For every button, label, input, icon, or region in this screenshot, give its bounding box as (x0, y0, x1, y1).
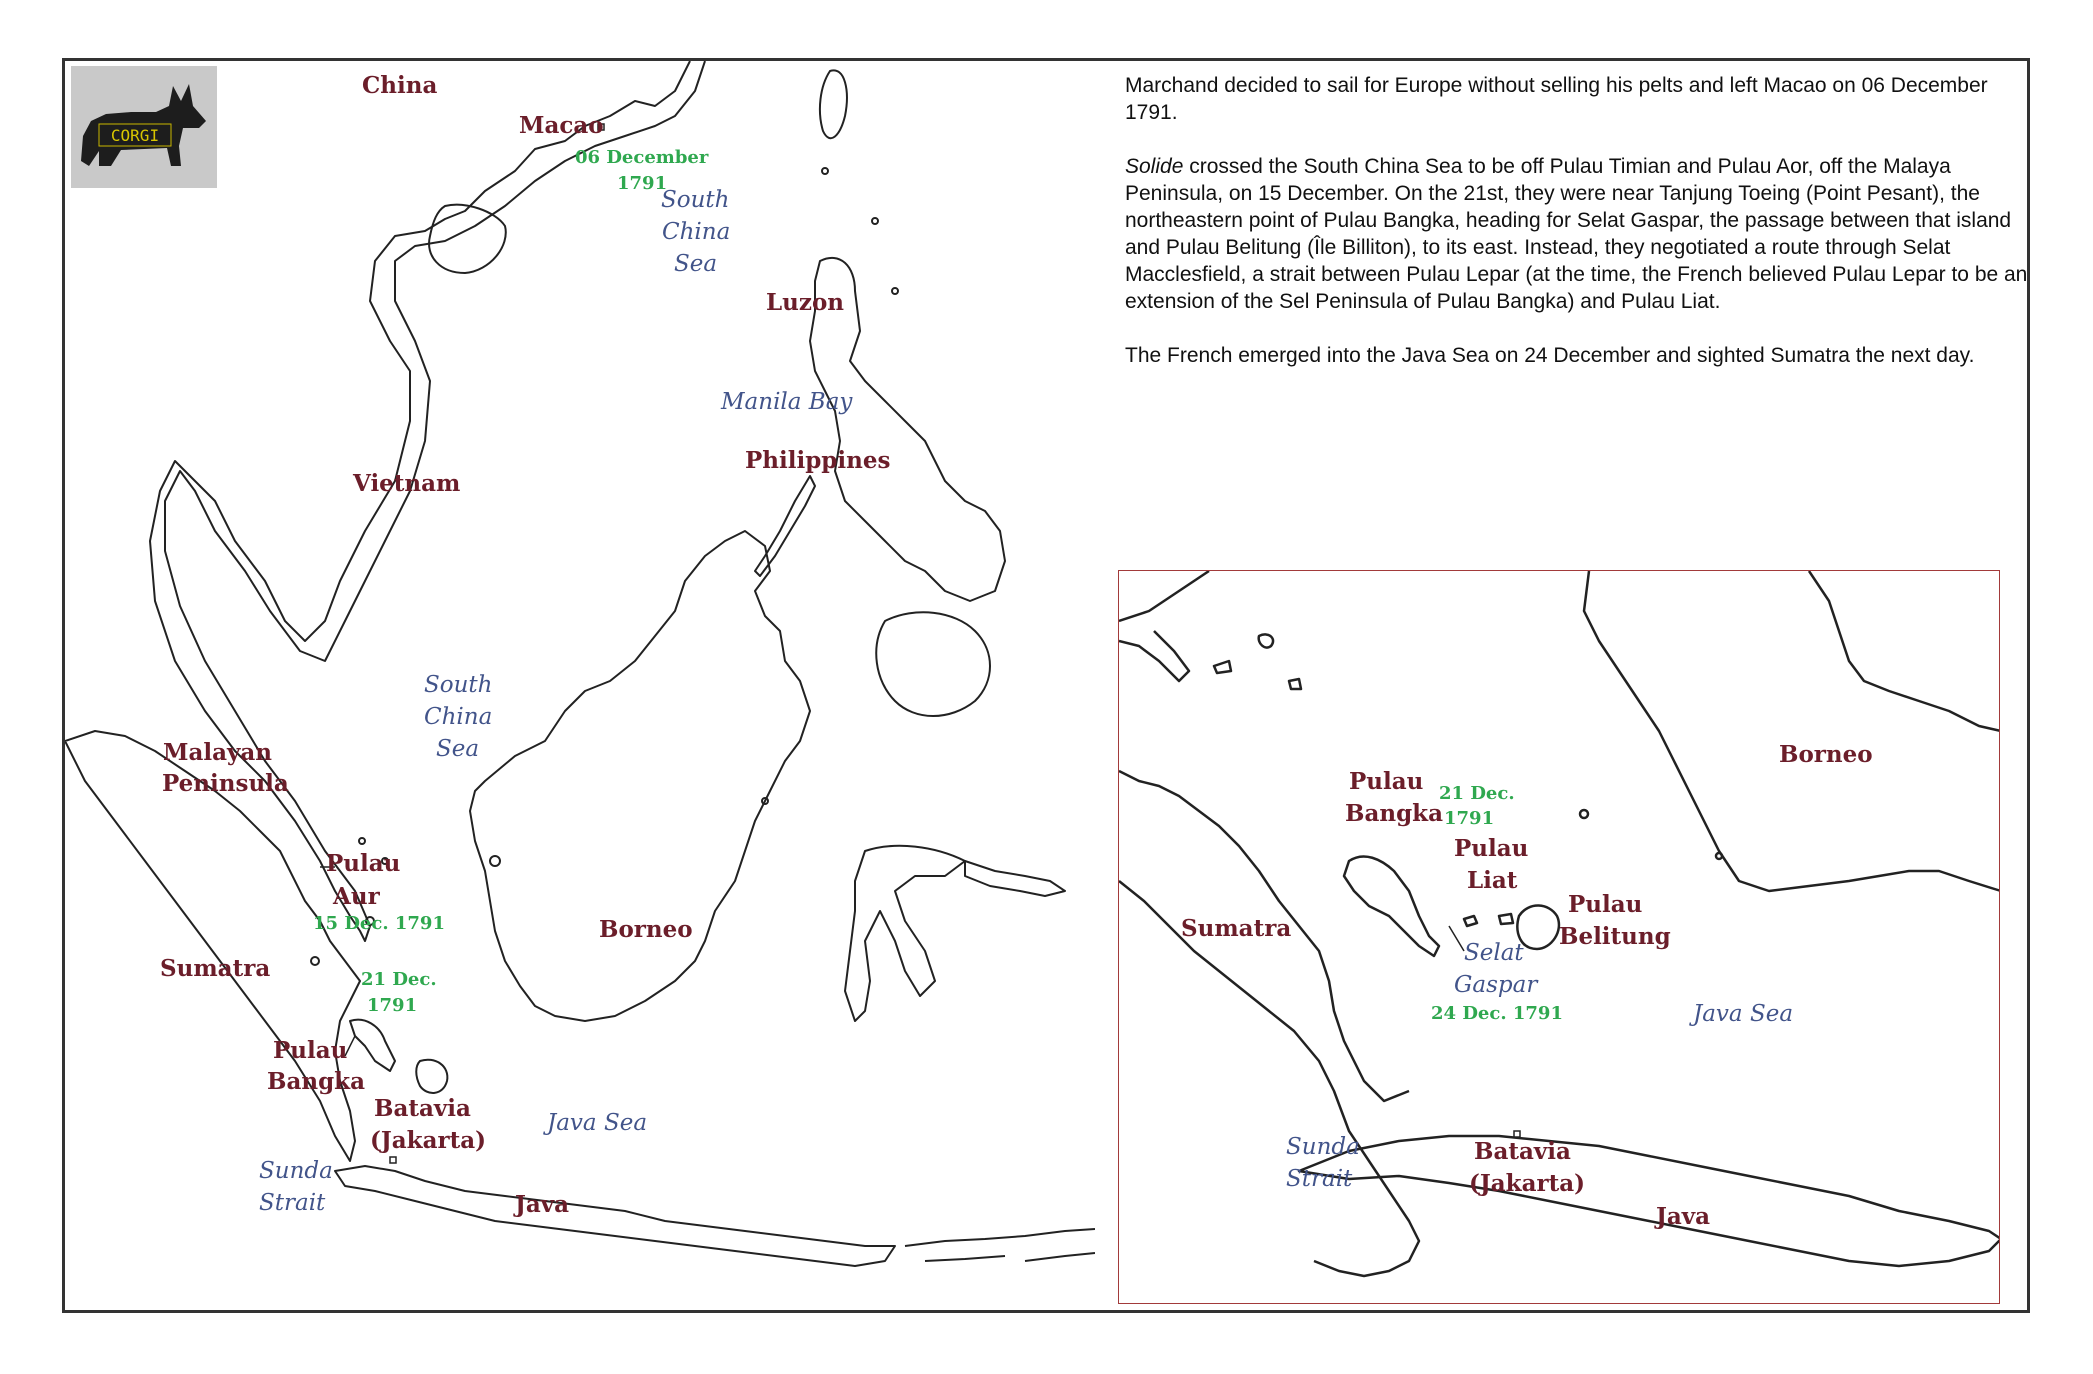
inset-java-island (1299, 1136, 2000, 1266)
inset-label-gaspar-2: Gaspar (1454, 972, 1538, 998)
label-aur-1: Pulau (326, 850, 401, 877)
label-aur-date: 15 Dec. 1791 (313, 913, 445, 934)
label-scs-north-1: South (661, 187, 730, 213)
label-scs-north-2: China (662, 219, 731, 245)
label-bangka-1: Pulau (273, 1037, 348, 1064)
island-dot (490, 856, 500, 866)
label-batavia-2: (Jakarta) (370, 1127, 487, 1154)
label-java: Java (515, 1191, 570, 1218)
inset-label-batavia-1: Batavia (1474, 1138, 1571, 1165)
island-dot (359, 838, 365, 844)
mindanao-island (876, 612, 990, 716)
inset-islets (1214, 634, 1301, 689)
inset-label-sunda-1: Sunda (1286, 1134, 1360, 1160)
inset-label-sumatra: Sumatra (1181, 915, 1292, 942)
label-scs-south-3: Sea (436, 736, 480, 762)
label-scs-north-3: Sea (674, 251, 718, 277)
label-aur-2: Aur (333, 883, 380, 910)
label-bangka-2: Bangka (267, 1068, 365, 1095)
label-sunda-2: Strait (259, 1190, 326, 1216)
narrative-text (1125, 72, 2030, 396)
label-malayan-2: Peninsula (162, 770, 289, 797)
inset-label-java: Java (1656, 1203, 1711, 1230)
inset-label-date-21-2: 1791 (1444, 808, 1495, 829)
inset-sumatra-coast (1119, 771, 1419, 1276)
narrative-paragraph-2-body: crossed the South China Sea to be off Pulau Timian and Pulau Aor, off the Malaya Peninsula, on 15 December. On the 21st, they were near Tanjung Toeing (Point Pesant), the northeastern point of Pulau Bangka, heading for Selat Gaspar, the passage between that island and Pulau Belitung (Île Billiton), to its east. Instead, they negotiated a route through Selat Macclesfield, a strait between Pulau Lepar (at the time, the French believed Pulau Lepar to be an extension of the Sel Peninsula of Pulau Bangka) and Pulau Liat. (1125, 155, 2028, 313)
corgi-icon (71, 66, 217, 188)
inset-label-liat-1: Pulau (1454, 835, 1529, 862)
label-macao: Macao (519, 112, 604, 139)
island-dot (872, 218, 878, 224)
inset-label-gaspar-1: Selat (1464, 940, 1524, 966)
label-batavia-1: Batavia (374, 1095, 471, 1122)
inset-label-bangka-1: Pulau (1349, 768, 1424, 795)
sulawesi-arm (965, 861, 1065, 896)
label-manila-bay: Manila Bay (721, 389, 853, 415)
label-bangka-date-1: 21 Dec. (361, 969, 437, 990)
label-malayan-1: Malayan (163, 739, 272, 766)
inset-label-borneo: Borneo (1779, 741, 1873, 768)
inset-map (1118, 570, 2000, 1304)
inset-bangka-island (1344, 856, 1439, 956)
inset-label-java-sea: Java Sea (1693, 1001, 1794, 1027)
inset-label-batavia-2: (Jakarta) (1469, 1170, 1586, 1197)
taiwan-island (820, 70, 847, 138)
label-china: China (362, 72, 438, 99)
label-borneo: Borneo (599, 916, 693, 943)
narrative-paragraph-2 (1125, 153, 2030, 315)
inset-liat-island (1464, 914, 1513, 926)
label-bangka-date-2: 1791 (367, 995, 418, 1016)
inset-label-sunda-2: Strait (1286, 1166, 1353, 1192)
inset-label-belitung-2: Belitung (1559, 923, 1671, 950)
inset-label-date-21-1: 21 Dec. (1439, 783, 1515, 804)
inset-label-liat-2: Liat (1467, 867, 1518, 894)
batavia-marker (390, 1157, 396, 1163)
label-java-sea: Java Sea (547, 1110, 648, 1136)
label-macao-date-line1: 06 December (575, 147, 709, 168)
java-island (335, 1166, 895, 1266)
label-luzon: Luzon (766, 289, 845, 316)
label-macao-date-line2: 1791 (617, 173, 668, 194)
inset-borneo-coast (1584, 571, 2000, 891)
label-scs-south-2: China (424, 704, 493, 730)
inset-label-date-24: 24 Dec. 1791 (1431, 1003, 1563, 1024)
palawan-island (755, 476, 815, 576)
belitung-island (416, 1060, 447, 1093)
corgi-logo (71, 66, 217, 188)
hainan-island (429, 205, 506, 273)
label-sumatra: Sumatra (160, 955, 271, 982)
inset-label-belitung-1: Pulau (1568, 891, 1643, 918)
svg-text:CORGI: CORGI (110, 126, 160, 145)
inset-pointer (1449, 926, 1464, 951)
sulawesi-island (845, 846, 965, 1021)
island-dot (311, 957, 319, 965)
borneo-island (470, 531, 810, 1021)
lesser-sunda-islands (905, 1229, 1095, 1261)
narrative-paragraph-1: Marchand decided to sail for Europe without selling his pelts and left Macao on 06 December 1791. (1125, 74, 1988, 124)
inset-islet-dot (1580, 810, 1588, 818)
label-vietnam: Vietnam (353, 470, 461, 497)
label-scs-south-1: South (424, 672, 493, 698)
label-sunda-1: Sunda (259, 1158, 333, 1184)
island-dot (892, 288, 898, 294)
inset-islet-dot (1716, 853, 1722, 859)
label-philippines: Philippines (745, 447, 891, 474)
bangka-island (350, 1020, 395, 1071)
inset-malay-tip (1119, 571, 1209, 681)
ship-name: Solide (1125, 155, 1184, 178)
narrative-paragraph-3: The French emerged into the Java Sea on 24 December and sighted Sumatra the next day. (1125, 344, 1975, 367)
inset-label-bangka-2: Bangka (1345, 800, 1443, 827)
island-dot (822, 168, 828, 174)
